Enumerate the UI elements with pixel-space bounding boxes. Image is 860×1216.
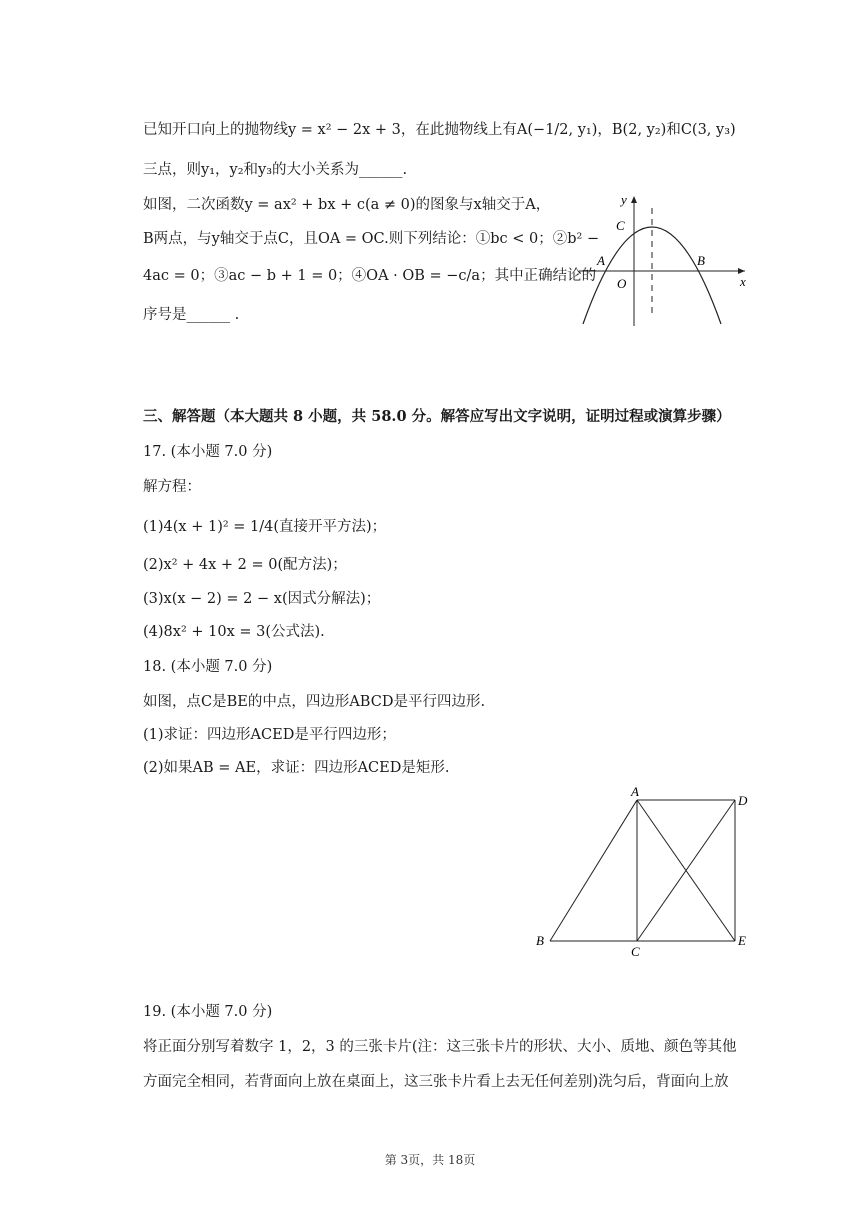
q16-line3: 4ac = 0；③ac − b + 1 = 0；④OA · OB = −c/a；其中正确结论的 bbox=[143, 268, 597, 284]
label-A: A bbox=[597, 253, 605, 268]
label-D: D bbox=[738, 793, 748, 808]
q19-line2: 方面完全相同，若背面向上放在桌面上，这三张卡片看上去无任何差别)洗匀后，背面向上放 bbox=[143, 1074, 729, 1090]
q15-line1: 已知开口向上的抛物线y = x² − 2x + 3，在此抛物线上有A(−1/2, y₁)，B(2, y₂)和C(3, y₃) bbox=[143, 122, 736, 138]
q18-item-1: (1)求证：四边形ACED是平行四边形； bbox=[143, 727, 396, 743]
q17-item-4: (4)8x² + 10x = 3(公式法). bbox=[143, 624, 325, 640]
q17-item-3: (3)x(x − 2) = 2 − x(因式分解法)； bbox=[143, 591, 381, 607]
label-B: B bbox=[536, 933, 544, 948]
q19-line1: 将正面分别写着数字 1，2，3 的三张卡片(注：这三张卡片的形状、大小、质地、颜色等其他 bbox=[143, 1039, 737, 1055]
q17-header: 17. (本小题 7.0 分) bbox=[143, 444, 273, 460]
page-footer: 第 3页，共 18页 bbox=[384, 1153, 476, 1167]
q17-item-2: (2)x² + 4x + 2 = 0(配方法)； bbox=[143, 557, 347, 573]
q18-header: 18. (本小题 7.0 分) bbox=[143, 659, 273, 675]
label-E: E bbox=[738, 933, 746, 948]
parabola-figure bbox=[575, 190, 755, 330]
q17-item-1: (1)4(x + 1)² = 1/4(直接开平方法)； bbox=[143, 519, 387, 535]
label-C: C bbox=[616, 218, 625, 233]
segment-AB bbox=[550, 800, 637, 941]
q18-intro: 如图，点C是BE的中点，四边形ABCD是平行四边形. bbox=[143, 694, 486, 710]
q17-intro: 解方程： bbox=[143, 479, 201, 495]
label-x: x bbox=[740, 274, 746, 289]
q16-line4: 序号是______ . bbox=[143, 307, 240, 323]
q19-header: 19. (本小题 7.0 分) bbox=[143, 1004, 273, 1020]
q18-item-2: (2)如果AB = AE，求证：四边形ACED是矩形. bbox=[143, 760, 450, 776]
q16-line1: 如图，二次函数y = ax² + bx + c(a ≠ 0)的图象与x轴交于A， bbox=[143, 197, 551, 213]
section3-title: 三、解答题（本大题共 8 小题，共 58.0 分。解答应写出文字说明，证明过程或演算步骤） bbox=[143, 408, 731, 425]
q16-line2: B两点，与y轴交于点C，且OA = OC.则下列结论：①bc < 0；②b² − bbox=[143, 231, 600, 247]
label-A: A bbox=[631, 784, 639, 799]
label-C: C bbox=[631, 944, 640, 959]
label-O: O bbox=[617, 276, 627, 291]
quadrilateral-figure bbox=[530, 780, 760, 960]
q15-line2: 三点，则y₁，y₂和y₃的大小关系为______. bbox=[143, 162, 408, 178]
y-axis-arrow bbox=[631, 196, 637, 203]
label-B: B bbox=[697, 253, 705, 268]
label-y: y bbox=[621, 192, 627, 207]
